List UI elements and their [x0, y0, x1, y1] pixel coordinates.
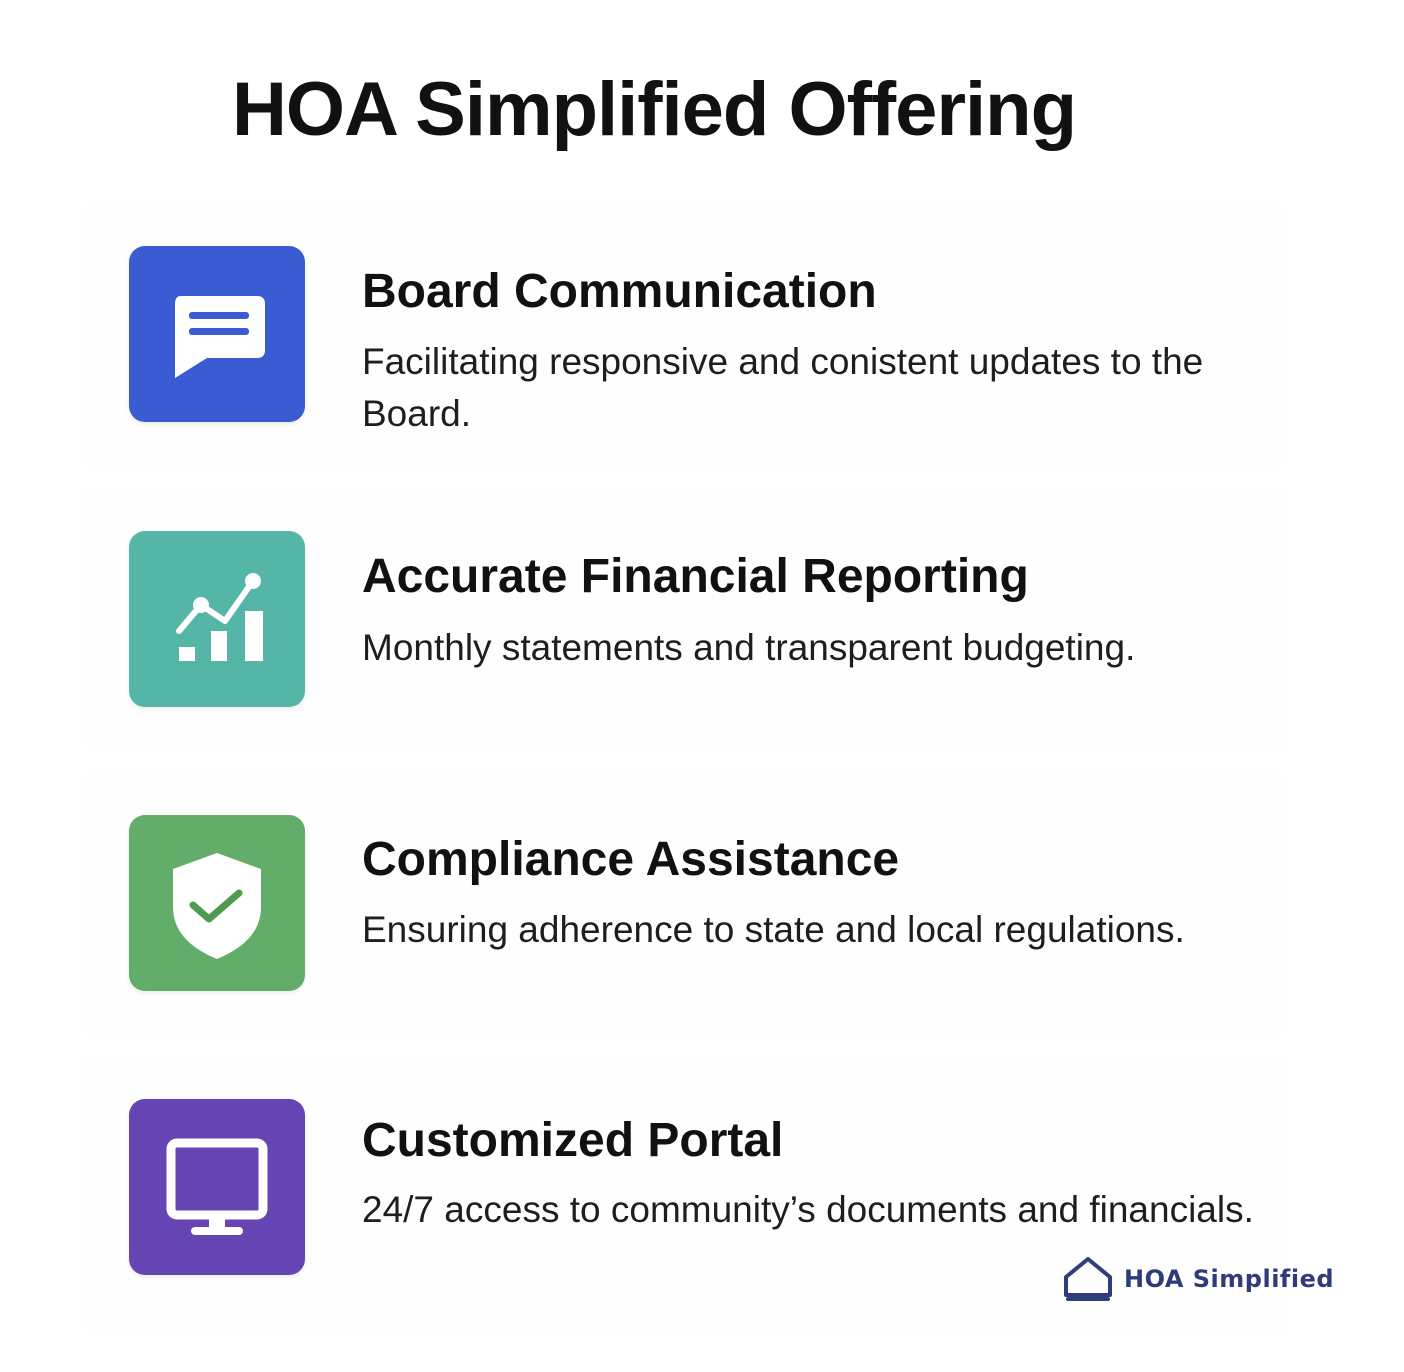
offering-title: Accurate Financial Reporting	[362, 550, 1029, 603]
offering-title: Compliance Assistance	[362, 833, 900, 886]
offering-description: Ensuring adherence to state and local regulations.	[362, 909, 1185, 950]
house-outline-icon	[1062, 1255, 1114, 1303]
chart-growth-icon	[129, 531, 305, 707]
offering-description: Facilitating responsive and conistent updates to the Board.	[362, 341, 1204, 434]
offering-board-communication	[80, 200, 1290, 470]
offering-compliance-assistance	[80, 770, 1290, 1038]
brand-logo	[1062, 1254, 1334, 1304]
shield-check-icon	[129, 815, 305, 991]
offering-description: 24/7 access to community’s documents and financials.	[362, 1189, 1254, 1230]
brand-name: HOA Simplified	[1124, 1265, 1335, 1293]
monitor-icon	[129, 1099, 305, 1275]
offering-financial-reporting	[80, 485, 1290, 753]
chat-bubble-icon	[129, 246, 305, 422]
offering-description: Monthly statements and transparent budgeting.	[362, 627, 1136, 668]
page-title: HOA Simplified Offering	[232, 67, 1076, 152]
offering-title: Customized Portal	[362, 1114, 784, 1167]
offering-title: Board Communication	[362, 265, 877, 318]
